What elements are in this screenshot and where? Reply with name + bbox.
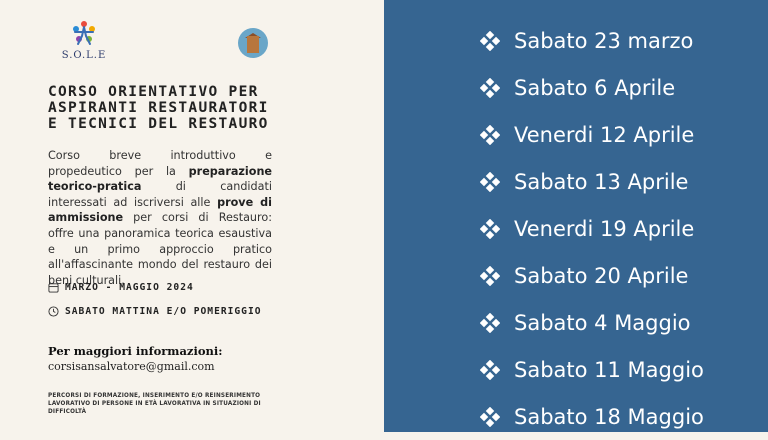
- date-item: [480, 64, 704, 111]
- date-text: Sabato 18 Maggio: [514, 404, 704, 429]
- dates-list: [480, 17, 704, 440]
- desc-bold: preparazione teorico-pratica: [48, 164, 272, 194]
- date-text: Sabato 20 Aprile: [514, 263, 689, 288]
- date-item: [480, 17, 704, 64]
- date-item: [480, 346, 704, 393]
- diamond-bullet-icon: [480, 360, 500, 380]
- time-text: SABATO MATTINA E/O POMERIGGIO: [65, 306, 262, 317]
- date-text: Sabato 6 Aprile: [514, 75, 676, 100]
- diamond-bullet-icon: [480, 31, 500, 51]
- diamond-bullet-icon: [480, 172, 500, 192]
- footer-note: PERCORSI DI FORMAZIONE, INSERIMENTO E/O REINSERIMENTO LAVORATIVO DI PERSONE IN ETÀ LAVORATIVA IN SITUAZIONI DI DIFFICOLTÀ: [48, 393, 261, 415]
- date-text: Sabato 11 Maggio: [514, 357, 704, 382]
- diamond-bullet-icon: [480, 407, 500, 427]
- period-text: MARZO - MAGGIO 2024: [65, 282, 194, 293]
- diamond-bullet-icon: [480, 266, 500, 286]
- date-text: Venerdi 12 Aprile: [514, 122, 695, 147]
- date-item: [480, 111, 704, 158]
- date-item: [480, 299, 704, 346]
- course-description: [48, 148, 272, 288]
- date-item: [480, 158, 704, 205]
- info-panel: [0, 0, 384, 432]
- logo-text: S.O.L.E: [61, 50, 107, 61]
- desc-text: Corso breve introduttivo e propedeutico per la: [48, 149, 272, 178]
- diamond-bullet-icon: [480, 313, 500, 333]
- diamond-bullet-icon: [480, 78, 500, 98]
- date-text: Sabato 4 Maggio: [514, 310, 691, 335]
- date-item: [480, 205, 704, 252]
- contact-heading: Per maggiori informazioni:: [48, 344, 223, 358]
- time-line: [48, 306, 262, 317]
- diamond-bullet-icon: [480, 219, 500, 239]
- date-text: Sabato 23 marzo: [514, 28, 694, 53]
- clock-icon: [48, 306, 59, 317]
- diamond-bullet-icon: [480, 125, 500, 145]
- date-item: [480, 252, 704, 299]
- date-text: Sabato 13 Aprile: [514, 169, 689, 194]
- title-line: E TECNICI DEL RESTAURO: [48, 116, 269, 132]
- desc-text: per corsi di Restauro: offre una panoramica teorica esaustiva e un primo approccio pratico all'affascinante mondo del restauro dei beni culturali.: [48, 211, 272, 287]
- course-title: [48, 84, 348, 132]
- date-item: [480, 393, 704, 440]
- date-text: Venerdi 19 Aprile: [514, 216, 695, 241]
- desc-text: di candidati interessati ad iscriversi alle: [48, 180, 272, 209]
- period-line: [48, 282, 194, 293]
- title-line: ASPIRANTI RESTAURATORI: [48, 100, 269, 116]
- calendar-icon: [48, 282, 59, 293]
- sole-logo-icon: [69, 18, 99, 48]
- title-line: CORSO ORIENTATIVO PER: [48, 84, 259, 100]
- desc-bold: prove di ammissione: [48, 195, 272, 225]
- church-badge-icon: [238, 28, 268, 58]
- contact-email[interactable]: corsisansalvatore@gmail.com: [48, 360, 215, 373]
- sole-logo: [58, 18, 110, 61]
